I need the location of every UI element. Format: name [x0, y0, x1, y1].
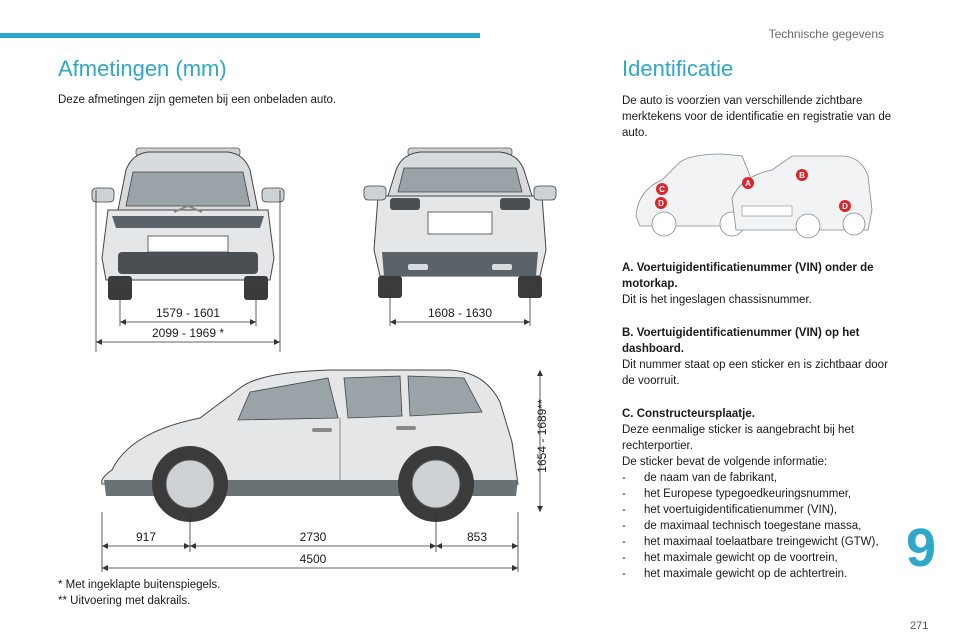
dimensions-title: Afmetingen (mm) [58, 56, 227, 81]
marker-b-icon [796, 169, 808, 181]
rear-overhang-label: 853 [466, 530, 488, 544]
id-item-c-list-intro: De sticker bevat de volgende informatie: [622, 456, 828, 468]
wheelbase-label: 2730 [299, 530, 327, 544]
svg-text:C: C [659, 185, 665, 194]
sticker-info-list [622, 470, 897, 582]
id-item-b [622, 325, 897, 389]
list-item: - de maximaal technisch toegestane massa, [622, 518, 897, 534]
list-item: - de naam van de fabrikant, [622, 470, 897, 486]
id-item-c [622, 406, 897, 582]
id-item-a [622, 260, 897, 308]
id-item-c-text: Deze eenmalige sticker is aangebracht bij het rechterportier. [622, 424, 855, 452]
list-item: - het maximaal toelaatbare treingewicht (GTW), [622, 534, 897, 550]
rear-view-diagram [360, 140, 560, 330]
footnote-roof-rails: ** Uitvoering met dakrails. [58, 595, 191, 607]
height-label: 1654 - 1689** [535, 399, 549, 473]
front-overhang-label: 917 [135, 530, 157, 544]
footnotes [58, 577, 220, 609]
front-width-mirrors-label: 2099 - 1969 * [151, 326, 225, 340]
section-title: Technische gegevens [768, 27, 884, 41]
front-track-label: 1579 - 1601 [155, 306, 221, 320]
id-item-c-title: C. Constructeursplaatje. [622, 408, 755, 420]
svg-text:B: B [799, 171, 805, 180]
marker-c-icon [656, 183, 668, 195]
side-view-diagram [90, 362, 560, 576]
id-item-b-title: B. Voertuigidentificatienummer (VIN) op het dashboard. [622, 327, 860, 355]
id-item-a-title: A. Voertuigidentificatienummer (VIN) onder de motorkap. [622, 262, 874, 290]
marker-d-icon [655, 197, 667, 209]
list-item: - het Europese typegoedkeuringsnummer, [622, 486, 897, 502]
identification-diagram [632, 150, 878, 242]
id-item-b-text: Dit nummer staat op een sticker en is zichtbaar door de voorruit. [622, 359, 888, 387]
dimensions-intro: Deze afmetingen zijn gemeten bij een onbeladen auto. [58, 94, 337, 106]
page-number: 271 [910, 620, 929, 632]
svg-text:D: D [842, 202, 848, 211]
chapter-number: 9 [898, 508, 944, 588]
list-item: - het voertuigidentificatienummer (VIN), [622, 502, 897, 518]
length-label: 4500 [299, 552, 327, 566]
front-view-diagram [88, 140, 288, 352]
marker-a-icon [742, 177, 754, 189]
rear-track-label: 1608 - 1630 [427, 306, 493, 320]
marker-d-icon [839, 200, 851, 212]
id-item-a-text: Dit is het ingeslagen chassisnummer. [622, 294, 812, 306]
identification-intro: De auto is voorzien van verschillende zichtbare merktekens voor de identificatie en registratie van de auto. [622, 95, 892, 139]
footnote-mirrors: * Met ingeklapte buitenspiegels. [58, 579, 221, 591]
list-item: - het maximale gewicht op de achtertrein. [622, 566, 897, 582]
section-accent-bar [0, 33, 480, 38]
svg-text:D: D [658, 199, 664, 208]
svg-text:A: A [745, 179, 751, 188]
list-item: - het maximale gewicht op de voortrein, [622, 550, 897, 566]
identification-title: Identificatie [622, 56, 734, 81]
